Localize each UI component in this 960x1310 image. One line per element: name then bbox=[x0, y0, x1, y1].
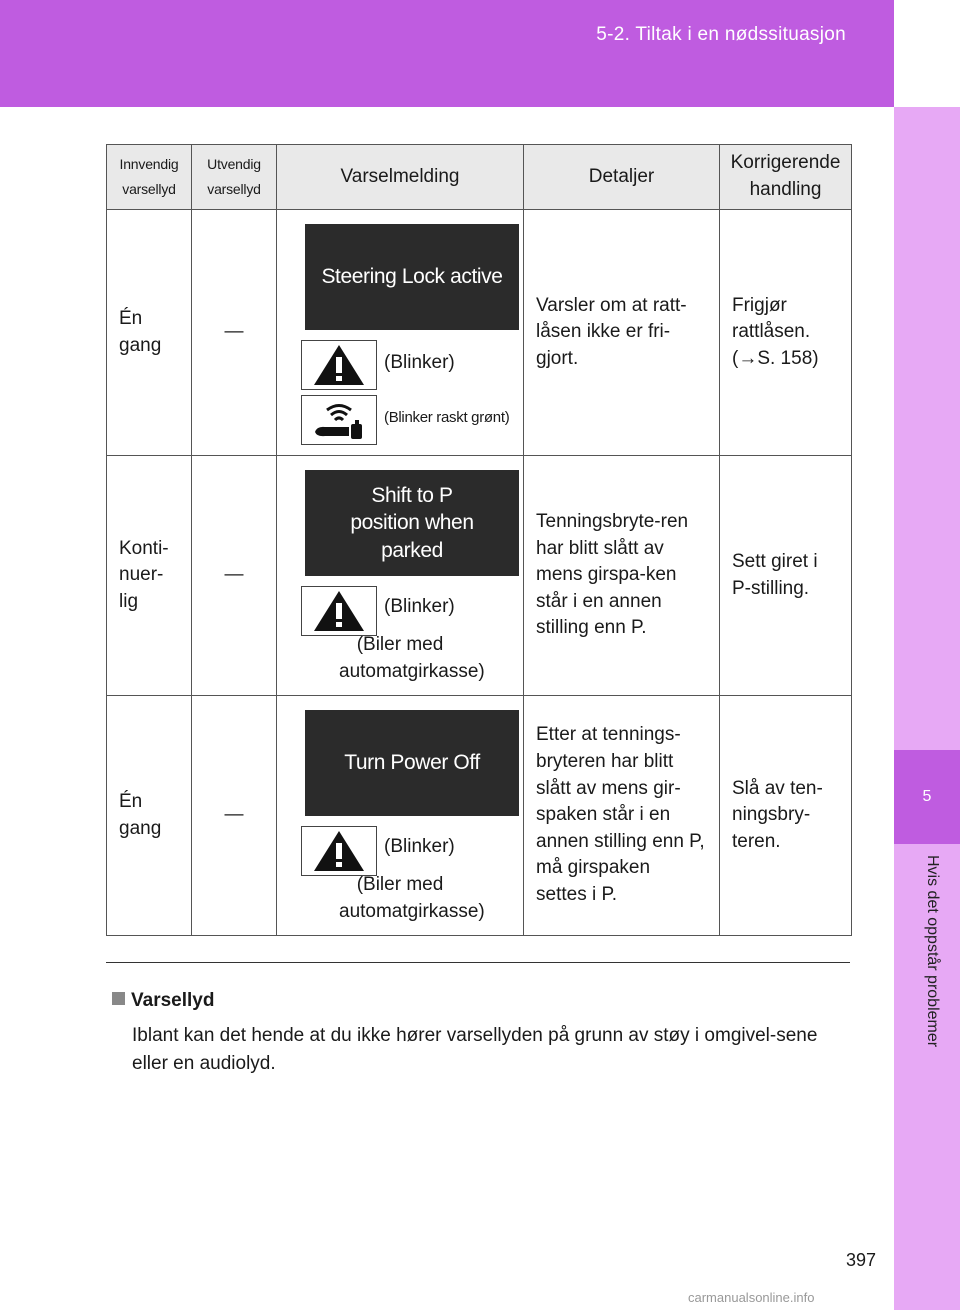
table-header-row bbox=[107, 145, 852, 210]
action-cell: Sett giret i P-stilling. bbox=[720, 456, 852, 696]
exterior-cell: — bbox=[192, 456, 277, 696]
interior-cell: Konti-nuer-lig bbox=[107, 456, 192, 696]
col-header-exterior: Utvendig varsellyd bbox=[192, 145, 277, 210]
section-divider bbox=[106, 962, 850, 963]
chapter-title: Hvis det oppstår problemer bbox=[924, 855, 941, 1048]
display-screen: Shift to P position when parked bbox=[305, 470, 519, 576]
display-screen: Steering Lock active bbox=[305, 224, 519, 330]
interior-cell: Én gang bbox=[107, 210, 192, 456]
icon-label: (Blinker) bbox=[384, 836, 455, 857]
table-row bbox=[107, 456, 852, 696]
col-header-message: Varselmelding bbox=[277, 145, 524, 210]
details-cell: Etter at tennings-bryteren har blitt slått av mens gir-spaken står i en annen stilling enn P, må girspaken settes i P. bbox=[524, 696, 720, 936]
table-row bbox=[107, 210, 852, 456]
display-screen: Turn Power Off bbox=[305, 710, 519, 816]
section-heading: Varsellyd bbox=[112, 990, 214, 1012]
warning-triangle-icon bbox=[301, 826, 377, 876]
icon-label: (Blinker) bbox=[384, 352, 455, 373]
square-bullet-icon bbox=[112, 992, 125, 1005]
message-cell bbox=[277, 696, 524, 936]
section-title: 5-2. Tiltak i en nødssituasjon bbox=[596, 24, 846, 45]
col-header-details: Detaljer bbox=[524, 145, 720, 210]
warning-triangle-icon bbox=[301, 340, 377, 390]
page-reference[interactable]: (→S. 158) bbox=[732, 347, 819, 369]
page-number: 397 bbox=[846, 1250, 877, 1270]
icon-label: (Blinker raskt grønt) bbox=[384, 409, 510, 426]
action-cell: Slå av ten-ningsbry-teren. bbox=[720, 696, 852, 936]
details-cell: Tenningsbryte-ren har blitt slått av mens girspa-ken står i en annen stilling enn P. bbox=[524, 456, 720, 696]
header-band bbox=[0, 0, 894, 107]
col-header-action: Korrigerende handling bbox=[720, 145, 852, 210]
warning-table bbox=[106, 144, 852, 936]
message-cell bbox=[277, 456, 524, 696]
table-row bbox=[107, 696, 852, 936]
chapter-number-tab[interactable]: 5 bbox=[894, 750, 960, 844]
col-header-interior: Innvendig varsellyd bbox=[107, 145, 192, 210]
section-body: Iblant kan det hende at du ikke hører varsellyden på grunn av støy i omgivel-sene eller en audiolyd. bbox=[132, 1025, 818, 1074]
details-cell: Varsler om at ratt-låsen ikke er fri-gjort. bbox=[524, 210, 720, 456]
action-cell: Frigjør rattlåsen. (→S. 158) bbox=[720, 210, 852, 456]
exterior-cell: — bbox=[192, 210, 277, 456]
exterior-cell: — bbox=[192, 696, 277, 936]
warning-triangle-icon bbox=[301, 586, 377, 636]
interior-cell: Én gang bbox=[107, 696, 192, 936]
side-tab-strip bbox=[894, 107, 960, 1310]
watermark: carmanualsonline.info bbox=[688, 1290, 815, 1305]
vehicle-note: (Biler med automatgirkasse) bbox=[339, 634, 485, 682]
icon-label: (Blinker) bbox=[384, 596, 455, 617]
steering-lock-icon bbox=[301, 395, 377, 445]
vehicle-note: (Biler med automatgirkasse) bbox=[339, 874, 485, 922]
message-cell bbox=[277, 210, 524, 456]
